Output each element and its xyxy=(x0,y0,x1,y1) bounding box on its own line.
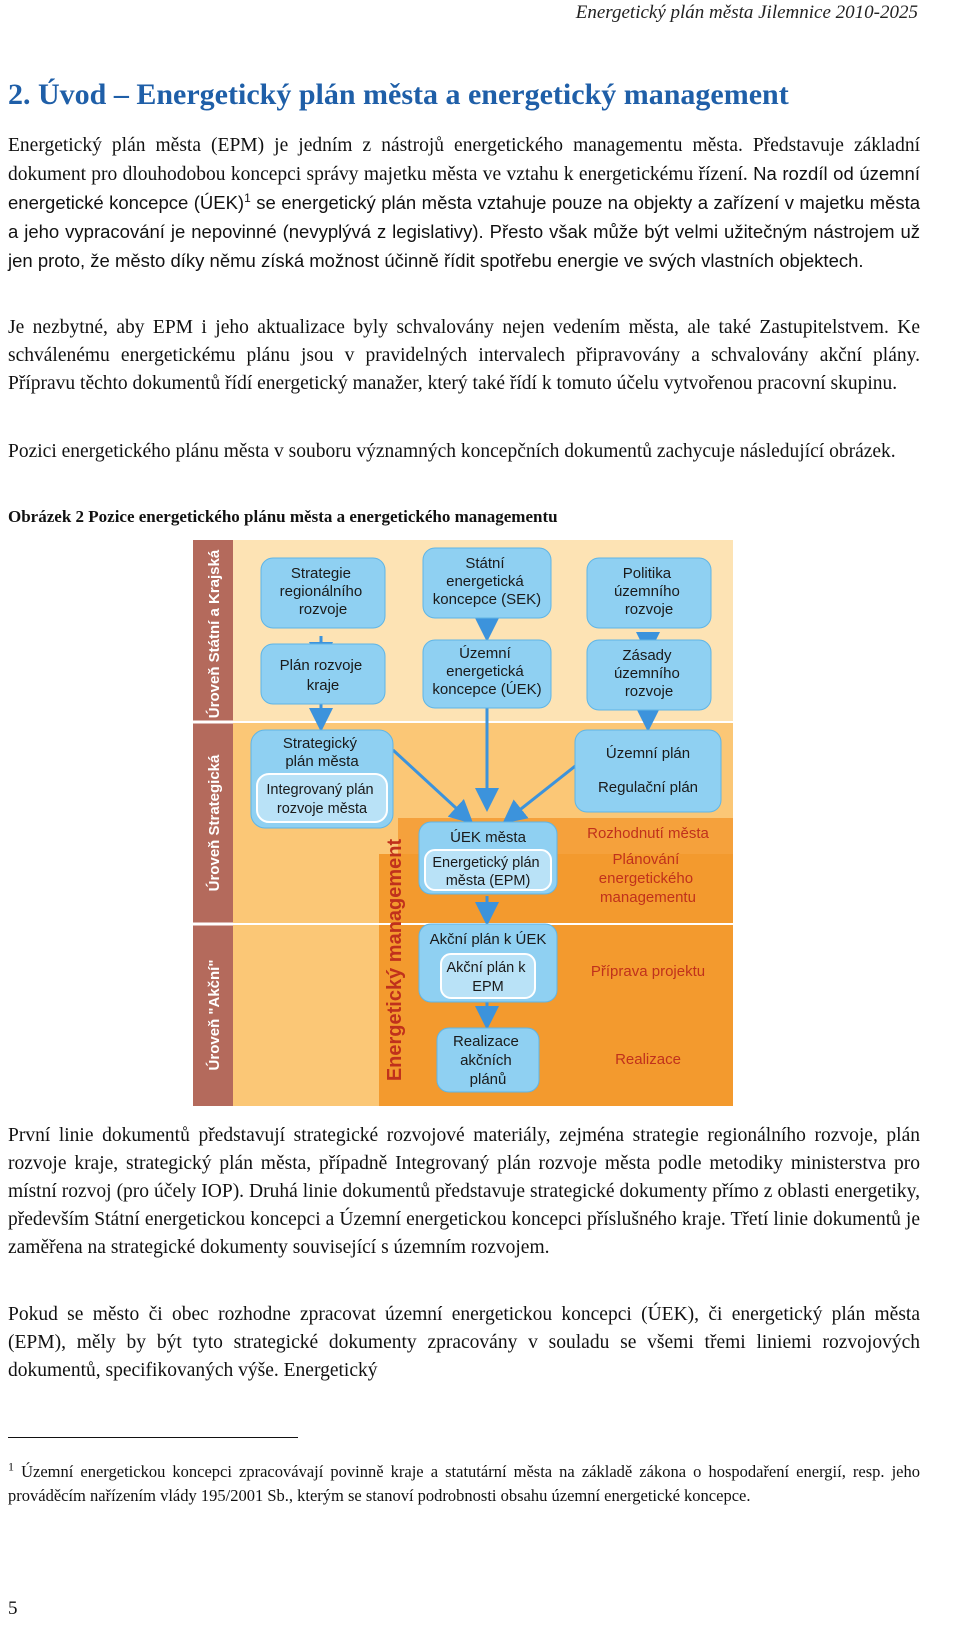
box-region-plan xyxy=(261,644,385,704)
box-territorial-plan xyxy=(575,730,721,812)
svg-text:Akční plán k ÚEK: Akční plán k ÚEK xyxy=(429,931,547,948)
svg-text:Státní energetická kon: Státní energetická koncepce (SEK) xyxy=(432,555,542,608)
energy-management-label: Energetický management xyxy=(384,838,406,1082)
figure-caption: Obrázek 2 Pozice energetického plánu města a energetického managementu xyxy=(8,507,558,526)
label-project-prep: Příprava projektu xyxy=(590,963,706,980)
paragraph-1 xyxy=(8,132,920,276)
footnote-separator xyxy=(8,1437,298,1438)
footnote-number: 1 xyxy=(8,1459,14,1474)
page-number: 5 xyxy=(8,1598,18,1619)
paragraph-2: Je nezbytné, aby EPM i jeho aktualizace byly schvalovány nejen vedením města, ale také Zastupitelstvem. Ke schválenému energetickému plánu jsou v pravidelných intervalech připravovány a schvalovány akční plány. Přípravu těchto dokumentů řídí energetický manažer, který také řídí k tomuto účelu vytvořenou pracovní skupinu. xyxy=(8,317,920,394)
label-realization: Realizace xyxy=(615,1051,681,1068)
paragraph-3: Pozici energetického plánu města v souboru významných koncepčních dokumentů zachycuje následující obrázek. xyxy=(8,441,896,462)
label-city-decision: Rozhodnutí města xyxy=(587,825,709,842)
level-label-strategic: Úroveň Strategická xyxy=(206,754,223,892)
paragraph-1-part-c: se energetický plán města vztahuje pouze na objekty a zařízení v majetku města a jeho vypracování je nepovinné (nevyplývá z legislativy). Přesto však může být velmi užitečným nástrojem už jen proto, že město díky němu získá možnost účinně řídit spotřebu energie ve svých vlastních objektech. xyxy=(8,192,921,271)
paragraph-5: Pokud se město či obec rozhodne zpracovat územní energetickou koncepci (ÚEK), či energetický plán města (EPM), měly by být tyto strategické dokumenty zpracovány v souladu se všemi třemi liniemi rozvojových dokumentů, specifikovaných výše. Energetický xyxy=(8,1304,920,1381)
level-label-action: Úroveň "Akční" xyxy=(206,959,223,1071)
svg-text:Regulační plán: Regulační plán xyxy=(597,779,699,796)
svg-text:Územní energetická kon: Územní energetická koncepce (ÚEK) xyxy=(432,645,542,698)
running-header: Energetický plán města Jilemnice 2010-2025 xyxy=(575,2,918,23)
svg-text:Integrovaný plán rozvoje m: Integrovaný plán rozvoje města xyxy=(266,782,374,817)
svg-text:Územní plán: Územní plán xyxy=(605,745,691,762)
paragraph-1-part-b: Na rozdíl od územní energetické koncepce (ÚEK) xyxy=(8,163,920,213)
svg-text:Energetický plán města (EP: Energetický plán města (EPM) xyxy=(432,855,540,889)
footnote xyxy=(8,1460,920,1508)
energy-plan-diagram xyxy=(193,540,733,1106)
level-label-state: Úroveň Státní a Krajská xyxy=(206,549,223,719)
svg-text:Strategie regionálního: Strategie regionálního rozvoje xyxy=(279,565,363,618)
paragraph-4: První linie dokumentů představují strategické rozvojové materiály, zejména strategie regionálního rozvoje, plán rozvoje kraje, strategický plán města, případně Integrovaný plán rozvoje města podle metodiky ministerstva pro místní rozvoj (pro účely IOP). Druhá linie dokumentů představuje strategické dokumenty přímo z oblasti energetiky, především Státní energetickou koncepci a Územní energetickou koncepci příslušného kraje. Třetí linie dokumentů je zaměřena na strategické dokumenty související s územním rozvojem. xyxy=(8,1125,920,1258)
svg-text:ÚEK města: ÚEK města xyxy=(450,829,526,846)
footnote-ref[interactable]: 1 xyxy=(244,190,251,205)
svg-text:Zásady územního rozvoj: Zásady územního rozvoje xyxy=(613,647,680,700)
svg-text:Realizace akčních plán: Realizace akčních plánů xyxy=(452,1033,519,1088)
label-em-planning: Plánování energetického managementu xyxy=(598,851,696,906)
footnote-text: Územní energetickou koncepci zpracovávají povinně kraje a statutární města na základě zákona o hospodaření energií, resp. jeho prováděcím nařízením vlády 195/2001 Sb., kterým se stanoví podrobnosti obsahu územní energetické koncepce. xyxy=(8,1462,921,1505)
section-heading: 2. Úvod – Energetický plán města a energetický management xyxy=(8,78,789,111)
svg-text:Plán rozvoje kraje: Plán rozvoje kraje xyxy=(279,657,363,694)
paragraph-1-part-a: Energetický plán města (EPM) je jedním z nástrojů energetického managementu města. Představuje základní dokument pro dlouhodobou koncepci správy majetku města ve vztahu k energetickému řízení. xyxy=(8,135,920,185)
svg-text:Strategický plán města: Strategický plán města xyxy=(282,735,359,770)
svg-text:Akční plán k EPM: Akční plán k EPM xyxy=(446,960,526,995)
svg-text:Politika územního rozv: Politika územního rozvoje xyxy=(613,565,680,618)
